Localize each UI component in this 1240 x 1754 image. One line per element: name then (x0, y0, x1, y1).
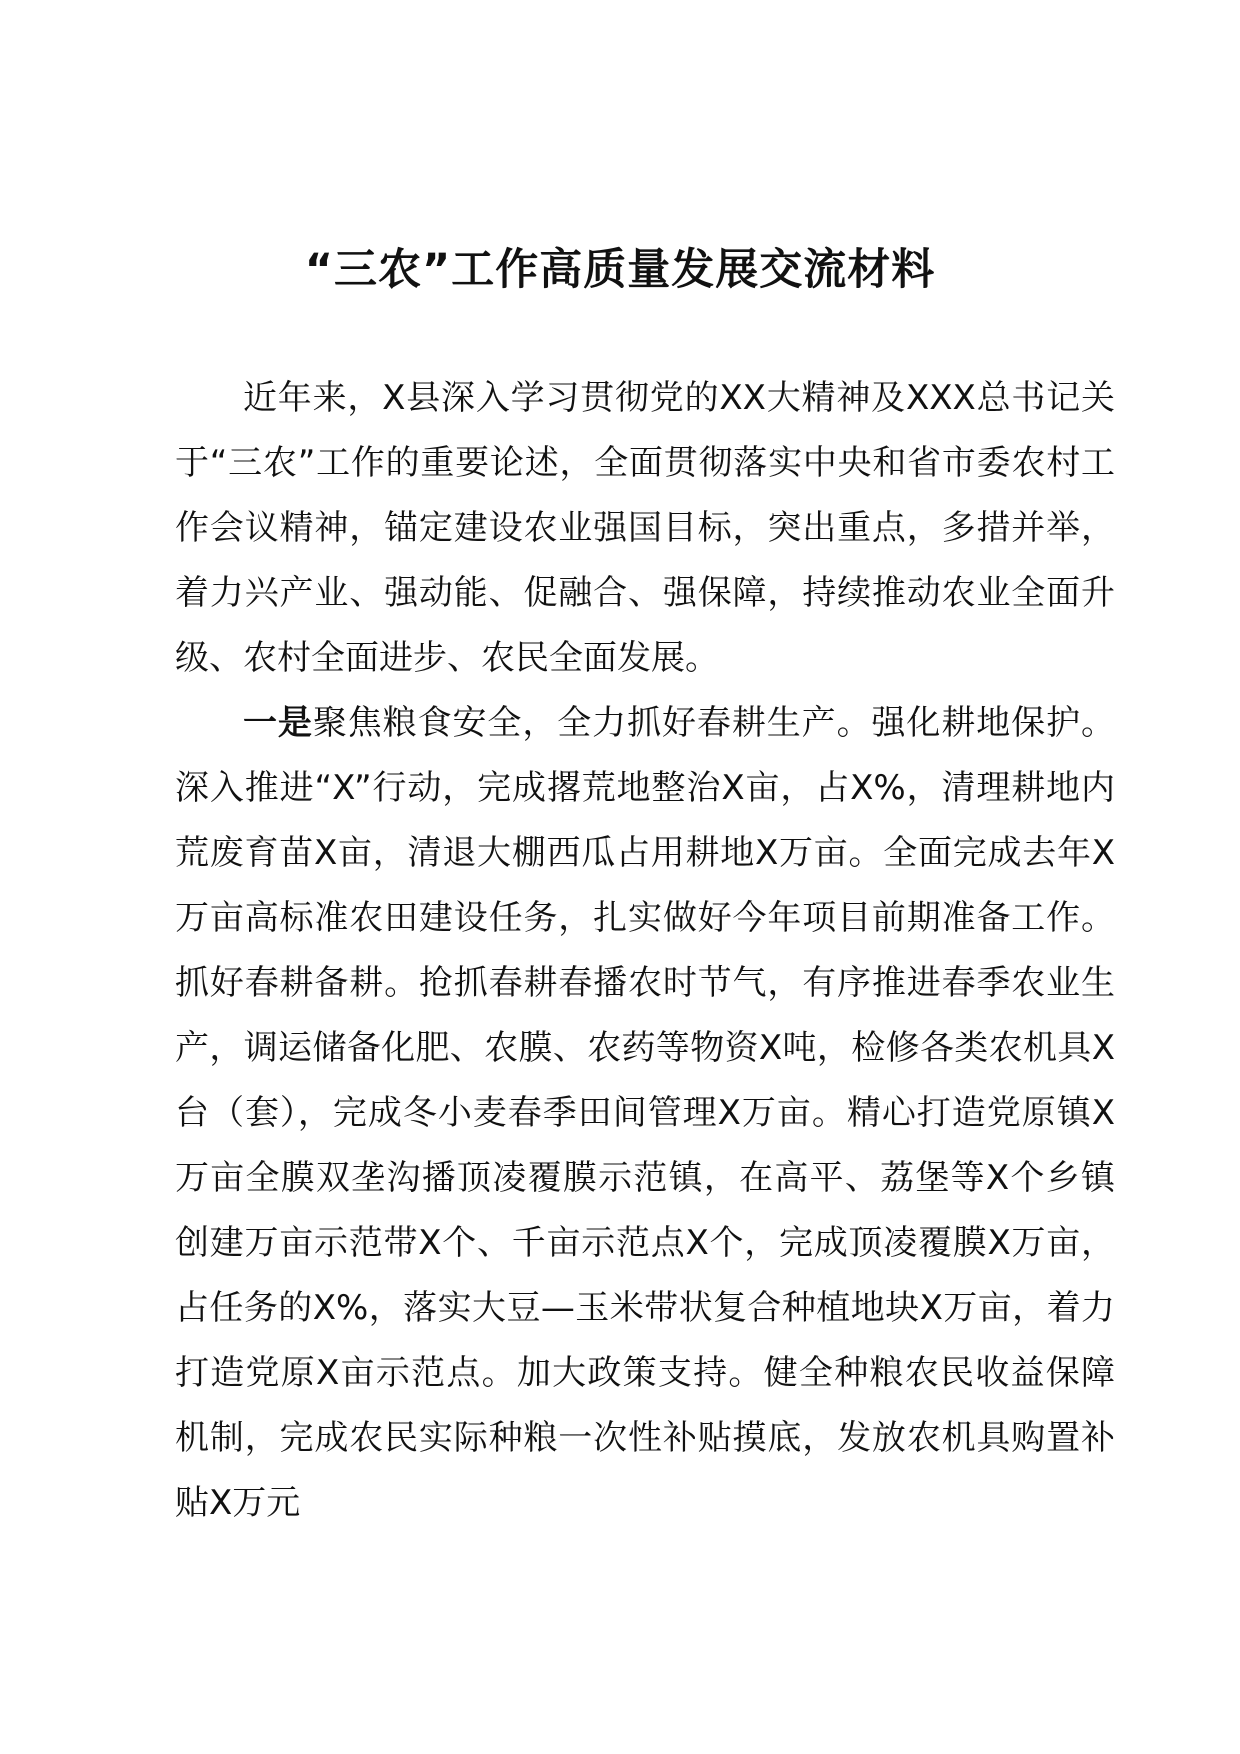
paragraph-intro (175, 366, 1115, 691)
paragraph-intro-text: 近年来，X县深入学习贯彻党的XX大精神及XXX总书记关于“三农”工作的重要论述，全面贯彻落实中央和省市委农村工作会议精神，锚定建设农业强国目标，突出重点，多措并举，着力兴产业、强动能、促融合、强保障，持续推动农业全面升级、农村全面进步、农民全面发展。 (175, 378, 1115, 678)
paragraph-grain-security (175, 691, 1115, 1536)
paragraph-grain-security-text: 聚焦粮食安全，全力抓好春耕生产。强化耕地保护。深入推进“X”行动，完成撂荒地整治X亩，占X%，清理耕地内荒废育苗X亩，清退大棚西瓜占用耕地X万亩。全面完成去年X万亩高标准农田建设任务，扎实做好今年项目前期准备工作。抓好春耕备耕。抢抓春耕春播农时节气，有序推进春季农业生产，调运储备化肥、农膜、农药等物资X吨，检修各类农机具X台（套），完成冬小麦春季田间管理X万亩。精心打造党原镇X万亩全膜双垄沟播顶凌覆膜示范镇，在高平、荔堡等X个乡镇创建万亩示范带X个、千亩示范点X个，完成顶凌覆膜X万亩，占任务的X%，落实大豆—玉米带状复合种植地块X万亩，着力打造党原X亩示范点。加大政策支持。健全种粮农民收益保障机制，完成农民实际种粮一次性补贴摸底，发放农机具购置补贴X万元 (175, 703, 1116, 1523)
paragraph-lead-label: 一是 (243, 703, 313, 743)
document-title: “三农”工作高质量发展交流材料 (304, 245, 936, 295)
document-body (175, 366, 1115, 1536)
